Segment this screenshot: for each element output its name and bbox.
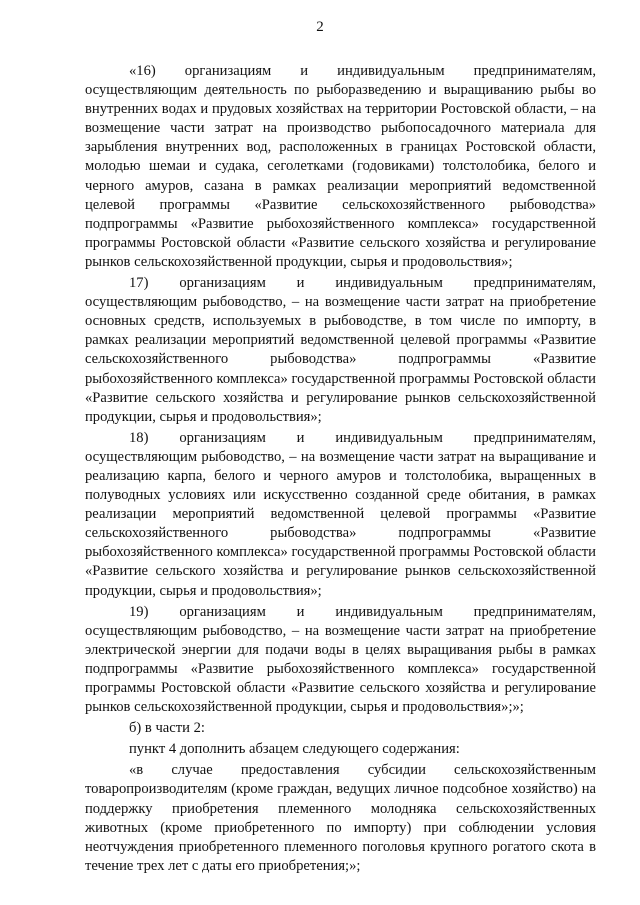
- paragraph-point-4: пункт 4 дополнить абзацем следующего содержания:: [129, 741, 460, 758]
- paragraph-item-18: 18) организациям и индивидуальным предпринимателям, осуществляющим рыбоводство, – на возмещение части затрат на выращивание и реализацию карпа, белого и черного амуров и толстолобика, выращенных в полуводных условиях или искусственно созданной среде обитания, в рамках реализации мероприятий ведомственной целевой программы «Развитие сельскохозяйственного рыбоводства» подпрограммы «Развитие рыбохозяйственного комплекса» государственной программы Ростовской области «Развитие сельского хозяйства и регулирование рынков сельскохозяйственной продукции, сырья и продовольствия»;: [85, 429, 596, 599]
- paragraph-item-17: 17) организациям и индивидуальным предпринимателям, осуществляющим рыбоводство, – на возмещение части затрат на приобретение основных средств, используемых в рыбоводстве, в том числе по импорту, в рамках реализации мероприятий ведомственной целевой программы «Развитие сельскохозяйственного рыбоводства» подпрограммы «Развитие рыбохозяйственного комплекса» государственной программы Ростовской области «Развитие сельского хозяйства и регулирование рынков сельскохозяйственной продукции, сырья и продовольствия»;: [85, 275, 596, 425]
- page-number: 2: [316, 19, 324, 35]
- document-body: [85, 62, 596, 878]
- paragraph-added-text: «в случае предоставления субсидии сельскохозяйственным товаропроизводителям (кроме граждан, ведущих личное подсобное хозяйство) на поддержку приобретения племенного молодняка сельскохозяйственных животных (кроме приобретенного по импорту) при соблюдении условия неотчуждения приобретенного племенного поголовья крупного рогатого скота в течение трех лет с даты его приобретения;»;: [85, 762, 596, 874]
- paragraph-subsection-b: б) в части 2:: [129, 720, 205, 737]
- paragraph-item-19: 19) организациям и индивидуальным предпринимателям, осуществляющим рыбоводство, – на возмещение части затрат на приобретение электрической энергии для подачи воды в целях выращивания рыбы в рамках подпрограммы «Развитие рыбохозяйственного комплекса» государственной программы Ростовской области «Развитие сельского хозяйства и регулирование рынков сельскохозяйственной продукции, сырья и продовольствия»;»;: [85, 603, 596, 716]
- paragraph-item-16: «16) организациям и индивидуальным предпринимателям, осуществляющим деятельность по рыборазведению и выращиванию рыбы во внутренних водах и прудовых хозяйствах на территории Ростовской области, – на возмещение части затрат на производство рыбопосадочного материала для зарыбления внутренних вод, расположенных в границах Ростовской области, молодью шемаи и судака, сеголетками (годовиками) толстолобика, белого и черного амуров, сазана в рамках реализации мероприятий ведомственной целевой программы «Развитие сельскохозяйственного рыбоводства» подпрограммы «Развитие рыбохозяйственного комплекса» государственной программы Ростовской области «Развитие сельского хозяйства и регулирование рынков сельскохозяйственной продукции, сырья и продовольствия»;: [85, 63, 596, 270]
